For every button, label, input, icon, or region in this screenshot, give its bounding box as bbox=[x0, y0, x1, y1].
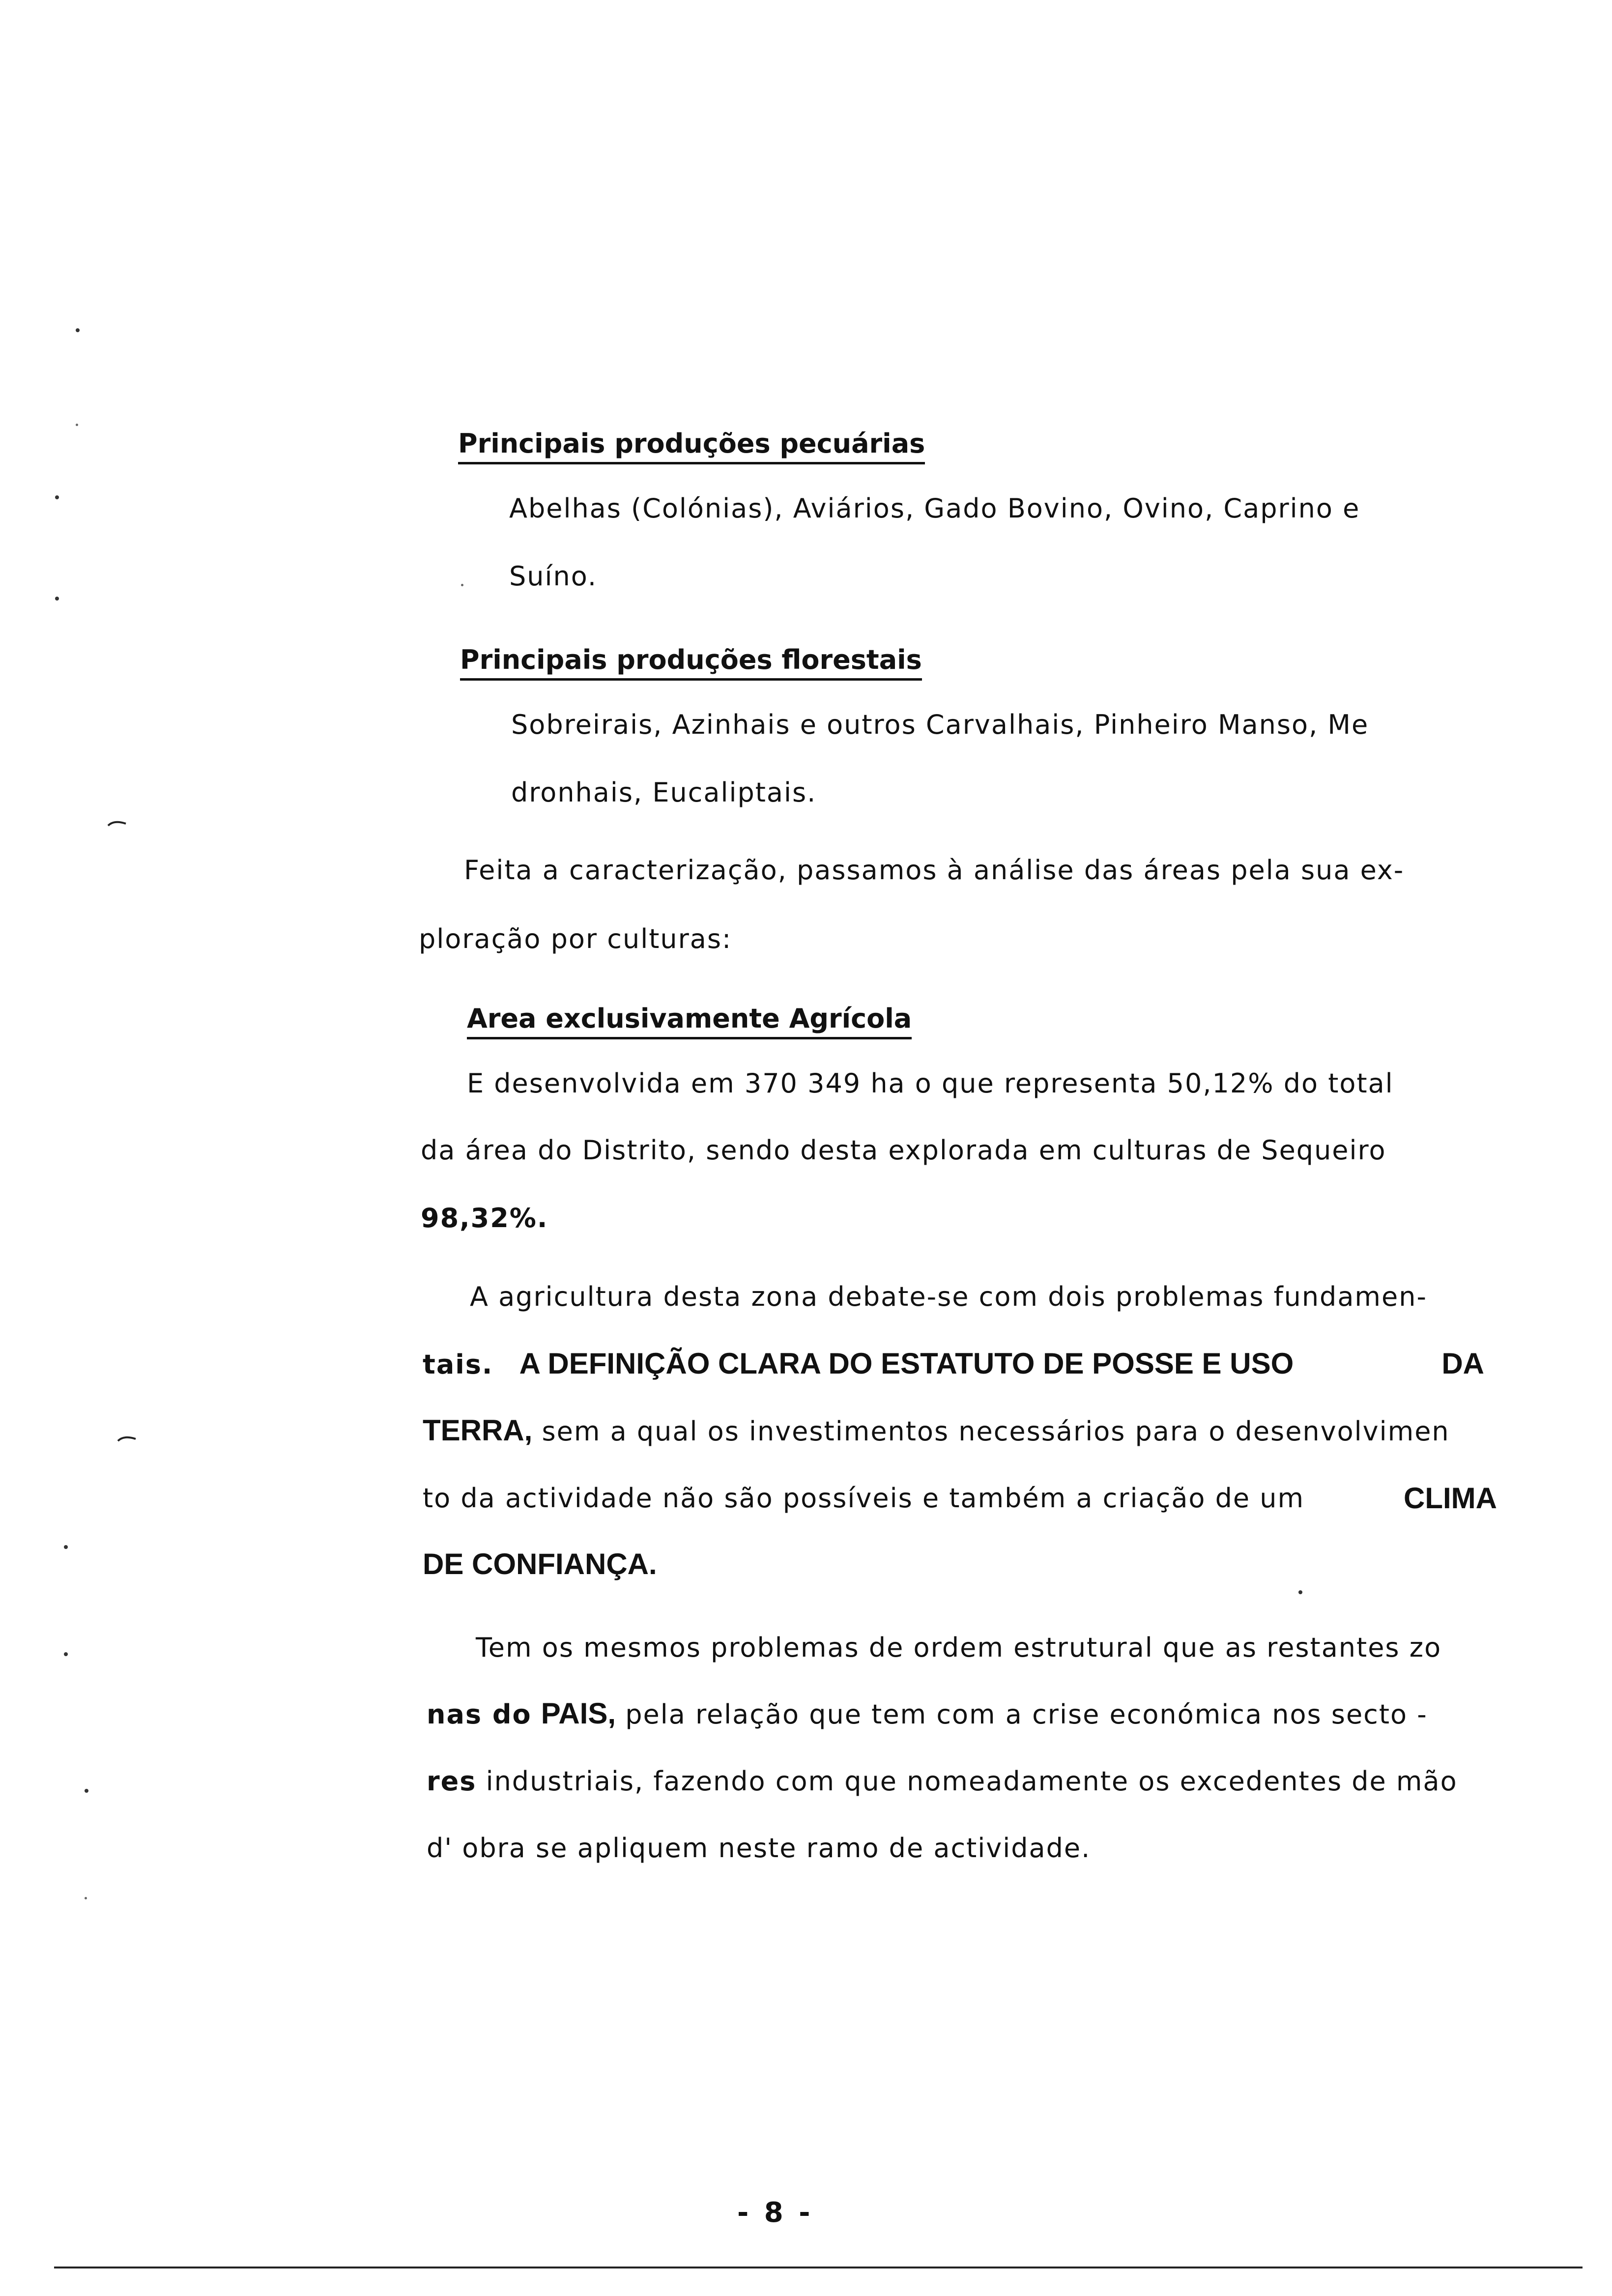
text-da: DA bbox=[1441, 1347, 1484, 1380]
text-agricola-p3-line-4: d' obra se apliquem neste ramo de actividade. bbox=[427, 1833, 1091, 1864]
text-clima: CLIMA bbox=[1404, 1482, 1497, 1515]
text-agricola-p3-line-1: Tem os mesmos problemas de ordem estrutural que as restantes zo bbox=[476, 1632, 1442, 1663]
text-de-confianca: DE CONFIANÇA. bbox=[423, 1548, 657, 1580]
text-pecuaria-line-1: Abelhas (Colónias), Aviários, Gado Bovino, Ovino, Caprino e bbox=[509, 493, 1360, 524]
text-agricola-p3-line-2 bbox=[427, 1696, 1428, 1732]
text-res: res bbox=[427, 1766, 477, 1797]
scan-speck bbox=[1298, 1590, 1302, 1594]
scan-speck bbox=[55, 495, 59, 499]
text-agricola-p2-line-1: A agricultura desta zona debate-se com dois problemas fundamen- bbox=[470, 1281, 1427, 1312]
text-agricola-p3-line-3 bbox=[427, 1764, 1458, 1799]
scan-speck bbox=[64, 1652, 68, 1656]
page-number: - 8 - bbox=[737, 2197, 813, 2229]
text-agricola-p2-line-4 bbox=[423, 1481, 1497, 1516]
text-definicao-clara: A DEFINIÇÃO CLARA DO ESTATUTO DE POSSE E USO bbox=[519, 1347, 1294, 1380]
text-intro-line-2: ploração por culturas: bbox=[419, 923, 732, 954]
text-intro-line-1: Feita a caracterização, passamos à análise das áreas pela sua ex- bbox=[464, 855, 1405, 886]
text-agricola-p1-line-3: 98,32%. bbox=[421, 1203, 548, 1234]
bottom-rule bbox=[54, 2267, 1583, 2268]
text-industriais: industriais, fazendo com que nomeadamente os excedentes de mão bbox=[486, 1766, 1458, 1797]
text-florestal-line-2: dronhais, Eucaliptais. bbox=[511, 777, 817, 808]
text-agricola-p2-line-3 bbox=[423, 1413, 1450, 1449]
scan-speck bbox=[55, 597, 59, 601]
text-pais-rest: pela relação que tem com a crise económica nos secto - bbox=[625, 1699, 1428, 1730]
heading-producoes-pecuarias: Principais produções pecuárias bbox=[458, 427, 925, 464]
scan-mark-hook bbox=[107, 820, 127, 827]
heading-area-agricola: Area exclusivamente Agrícola bbox=[467, 1002, 912, 1039]
text-pecuaria-line-2: Suíno. bbox=[509, 561, 597, 592]
text-agricola-p1-line-1: E desenvolvida em 370 349 ha o que representa 50,12% do total bbox=[467, 1068, 1394, 1099]
scan-speck bbox=[461, 584, 463, 586]
scan-speck bbox=[85, 1789, 88, 1793]
scan-speck bbox=[85, 1897, 87, 1899]
text-terra-rest: sem a qual os investimentos necessários para o desenvolvimen bbox=[542, 1416, 1450, 1447]
heading-producoes-florestais: Principais produções florestais bbox=[460, 643, 922, 681]
scan-speck bbox=[64, 1545, 68, 1549]
scan-speck bbox=[76, 424, 78, 426]
text-agricola-p1-line-2: da área do Distrito, sendo desta explorada em culturas de Sequeiro bbox=[421, 1135, 1386, 1166]
text-pais: PAIS, bbox=[541, 1697, 616, 1730]
text-tais: tais. bbox=[423, 1349, 493, 1380]
text-nas-do: nas do bbox=[427, 1699, 532, 1730]
text-actividade: to da actividade não são possíveis e também a criação de um bbox=[423, 1483, 1305, 1514]
scan-mark-hook bbox=[117, 1435, 137, 1442]
text-agricola-p2-line-2 bbox=[423, 1347, 1484, 1382]
text-florestal-line-1: Sobreirais, Azinhais e outros Carvalhais, Pinheiro Manso, Me bbox=[511, 709, 1369, 740]
text-terra: TERRA, bbox=[423, 1414, 533, 1447]
scan-speck bbox=[76, 328, 80, 332]
